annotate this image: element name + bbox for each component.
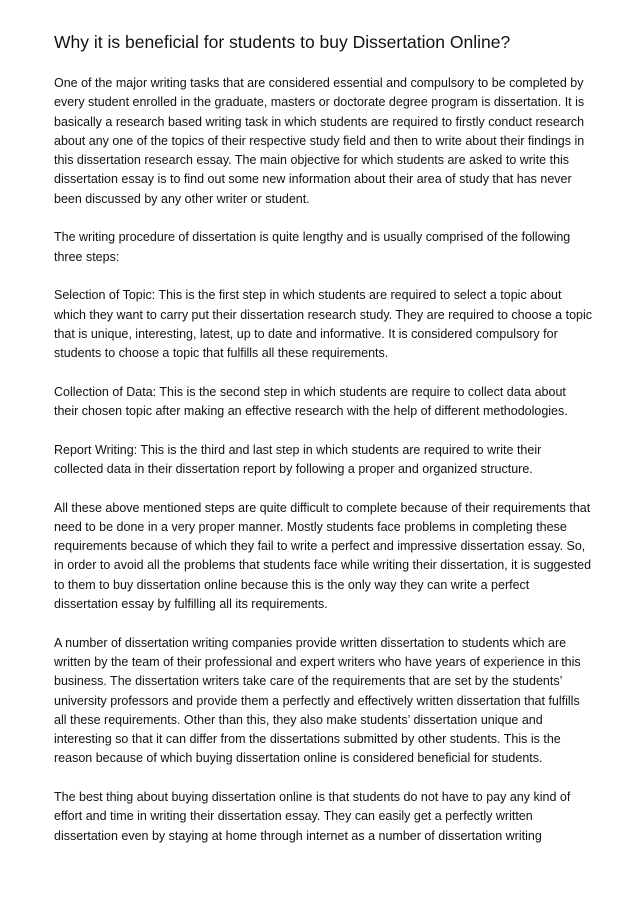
document-page	[54, 30, 592, 865]
paragraph-procedure: The writing procedure of dissertation is quite lengthy and is usually comprised of the following three steps:	[54, 230, 571, 264]
paragraph-selection-of-topic: Selection of Topic: This is the first step in which students are required to select a topic about which they want to carry put their dissertation research study. They are required to choose a topic that is unique, interesting, latest, up to date and informative. It is considered compulsory for students to choose a topic that fulfills all these requirements.	[54, 288, 593, 361]
paragraph-report-writing: Report Writing: This is the third and last step in which students are required to write their collected data in their dissertation report by following a proper and organized structure.	[54, 442, 542, 476]
document-title: Why it is beneficial for students to buy Dissertation Online?	[54, 32, 511, 52]
paragraph-writing-companies: A number of dissertation writing companies provide written dissertation to students which are written by the team of their professional and expert writers who have years of experience in this business. The dissertation writers take care of the requirements that are set by the students’ university professors and provide them a perfectly and effectively written dissertation that fulfills all these requirements. Other than this, they also make students’ dissertation unique and interesting so that it can differ from the dissertations submitted by other students. This is the reason because of which buying dissertation online is considered beneficial for students.	[54, 635, 581, 766]
paragraph-collection-of-data: Collection of Data: This is the second step in which students are require to collect data about their chosen topic after making an effective research with the help of different methodologies.	[54, 384, 568, 419]
paragraph-intro: One of the major writing tasks that are considered essential and compulsory to be completed by every student enrolled in the graduate, masters or doctorate degree program is dissertation. It is basically a research based writing task in which students are required to firstly conduct research about any one of the topics of their respective study field and then to write about their findings in this dissertation research essay. The main objective for which students are asked to write this dissertation essay is to find out some new information about their area of study that has never been discussed by any other writer or student.	[54, 76, 585, 206]
paragraph-difficulties: All these above mentioned steps are quite difficult to complete because of their requirements that need to be done in a very proper manner. Mostly students face problems in completing these requirements because of which they fail to write a perfect and impressive dissertation essay. So, in order to avoid all the problems that students face while writing their dissertation, it is suggested to them to buy dissertation online because this is the only way they can write a perfect dissertation essay by fulfilling all its requirements.	[54, 500, 592, 612]
paragraph-best-thing: The best thing about buying dissertation online is that students do not have to pay any kind of effort and time in writing their dissertation essay. They can easily get a perfectly written dissertation even by staying at home through internet as a number of dissertation writing	[54, 789, 571, 843]
